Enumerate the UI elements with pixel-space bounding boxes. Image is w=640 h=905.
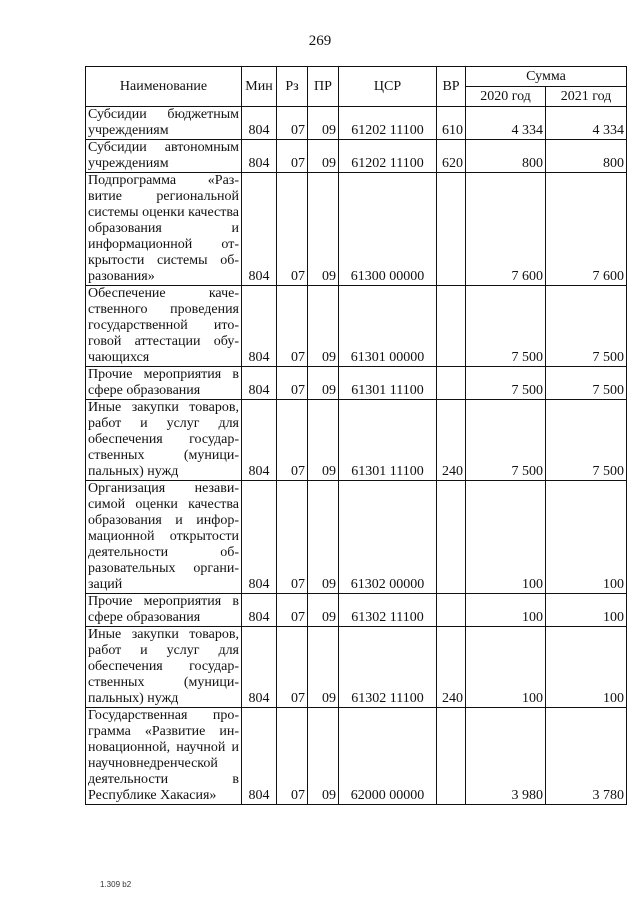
cell-pr: 09 xyxy=(308,286,339,367)
cell-pr: 09 xyxy=(308,594,339,627)
cell-rz: 07 xyxy=(277,594,308,627)
cell-name: Иные закупки товаров, работ и услуг для обеспечения государственных (муниципальных) нужд xyxy=(86,400,242,481)
cell-y2020: 7 500 xyxy=(466,367,546,400)
cell-csr: 61202 11100 xyxy=(339,107,437,140)
cell-name: Государственная программа «Развитие инновационной, научной и научновнедренческой деятельности в Республике Хакасия» xyxy=(86,708,242,805)
cell-pr: 09 xyxy=(308,481,339,594)
cell-min: 804 xyxy=(242,367,277,400)
cell-y2021: 100 xyxy=(546,594,627,627)
cell-name: Субсидии автономным учреждениям xyxy=(86,140,242,173)
cell-rz: 07 xyxy=(277,107,308,140)
cell-y2021: 100 xyxy=(546,481,627,594)
cell-vr: 240 xyxy=(437,400,466,481)
cell-csr: 61302 00000 xyxy=(339,481,437,594)
cell-y2020: 100 xyxy=(466,627,546,708)
cell-y2021: 100 xyxy=(546,627,627,708)
cell-rz: 07 xyxy=(277,286,308,367)
cell-name: Организация независимой оценки качества образования и информационной открытости деятельности образовательных организаций xyxy=(86,481,242,594)
table-row xyxy=(86,627,627,708)
cell-pr: 09 xyxy=(308,708,339,805)
cell-csr: 61300 00000 xyxy=(339,173,437,286)
cell-rz: 07 xyxy=(277,481,308,594)
header-name: Наименование xyxy=(86,67,242,107)
cell-rz: 07 xyxy=(277,173,308,286)
page-number: 269 xyxy=(308,33,332,49)
cell-pr: 09 xyxy=(308,107,339,140)
header-pr: ПР xyxy=(308,67,339,107)
table-row xyxy=(86,173,627,286)
cell-csr: 62000 00000 xyxy=(339,708,437,805)
cell-min: 804 xyxy=(242,481,277,594)
header-min: Мин xyxy=(242,67,277,107)
cell-vr xyxy=(437,286,466,367)
cell-y2020: 100 xyxy=(466,481,546,594)
cell-pr: 09 xyxy=(308,627,339,708)
cell-vr xyxy=(437,367,466,400)
cell-name: Иные закупки товаров, работ и услуг для обеспечения государственных (муниципальных) нужд xyxy=(86,627,242,708)
cell-csr: 61302 11100 xyxy=(339,594,437,627)
cell-vr: 610 xyxy=(437,107,466,140)
cell-min: 804 xyxy=(242,140,277,173)
cell-name: Прочие мероприятия в сфере образования xyxy=(86,367,242,400)
cell-y2020: 100 xyxy=(466,594,546,627)
cell-name: Подпрограмма «Развитие региональной системы оценки качества образования и информационной открытости системы образования» xyxy=(86,173,242,286)
cell-vr xyxy=(437,173,466,286)
cell-csr: 61302 11100 xyxy=(339,627,437,708)
table-row xyxy=(86,400,627,481)
cell-vr: 620 xyxy=(437,140,466,173)
cell-name: Прочие мероприятия в сфере образования xyxy=(86,594,242,627)
cell-y2021: 3 780 xyxy=(546,708,627,805)
cell-pr: 09 xyxy=(308,367,339,400)
table-row xyxy=(86,140,627,173)
cell-rz: 07 xyxy=(277,627,308,708)
cell-y2020: 7 500 xyxy=(466,400,546,481)
header-sum: Сумма xyxy=(466,67,627,87)
table-row xyxy=(86,481,627,594)
cell-min: 804 xyxy=(242,400,277,481)
cell-csr: 61301 11100 xyxy=(339,367,437,400)
cell-rz: 07 xyxy=(277,140,308,173)
cell-min: 804 xyxy=(242,107,277,140)
cell-min: 804 xyxy=(242,286,277,367)
cell-y2021: 7 500 xyxy=(546,400,627,481)
cell-min: 804 xyxy=(242,708,277,805)
cell-rz: 07 xyxy=(277,400,308,481)
cell-min: 804 xyxy=(242,594,277,627)
cell-rz: 07 xyxy=(277,708,308,805)
table-row xyxy=(86,286,627,367)
footer-code: 1.309 b2 xyxy=(100,880,132,889)
budget-table xyxy=(85,66,627,805)
table-row xyxy=(86,594,627,627)
table-row xyxy=(86,367,627,400)
cell-vr xyxy=(437,481,466,594)
cell-y2021: 800 xyxy=(546,140,627,173)
cell-rz: 07 xyxy=(277,367,308,400)
cell-pr: 09 xyxy=(308,140,339,173)
cell-y2020: 7 500 xyxy=(466,286,546,367)
cell-min: 804 xyxy=(242,173,277,286)
header-rz: Рз xyxy=(277,67,308,107)
cell-csr: 61301 11100 xyxy=(339,400,437,481)
table-row xyxy=(86,107,627,140)
cell-name: Обеспечение качественного проведения государственной итоговой аттестации обучающихся xyxy=(86,286,242,367)
header-year-2020: 2020 год xyxy=(466,87,546,107)
cell-y2020: 4 334 xyxy=(466,107,546,140)
header-csr: ЦСР xyxy=(339,67,437,107)
header-vr: ВР xyxy=(437,67,466,107)
cell-min: 804 xyxy=(242,627,277,708)
cell-vr xyxy=(437,594,466,627)
header-year-2021: 2021 год xyxy=(546,87,627,107)
table-row xyxy=(86,708,627,805)
cell-y2020: 800 xyxy=(466,140,546,173)
cell-pr: 09 xyxy=(308,173,339,286)
cell-y2021: 7 500 xyxy=(546,286,627,367)
cell-csr: 61202 11100 xyxy=(339,140,437,173)
cell-vr xyxy=(437,708,466,805)
cell-csr: 61301 00000 xyxy=(339,286,437,367)
cell-name: Субсидии бюджетным учреждениям xyxy=(86,107,242,140)
cell-y2021: 7 600 xyxy=(546,173,627,286)
table-body xyxy=(86,107,627,805)
cell-pr: 09 xyxy=(308,400,339,481)
cell-y2021: 7 500 xyxy=(546,367,627,400)
cell-vr: 240 xyxy=(437,627,466,708)
cell-y2020: 7 600 xyxy=(466,173,546,286)
cell-y2021: 4 334 xyxy=(546,107,627,140)
cell-y2020: 3 980 xyxy=(466,708,546,805)
